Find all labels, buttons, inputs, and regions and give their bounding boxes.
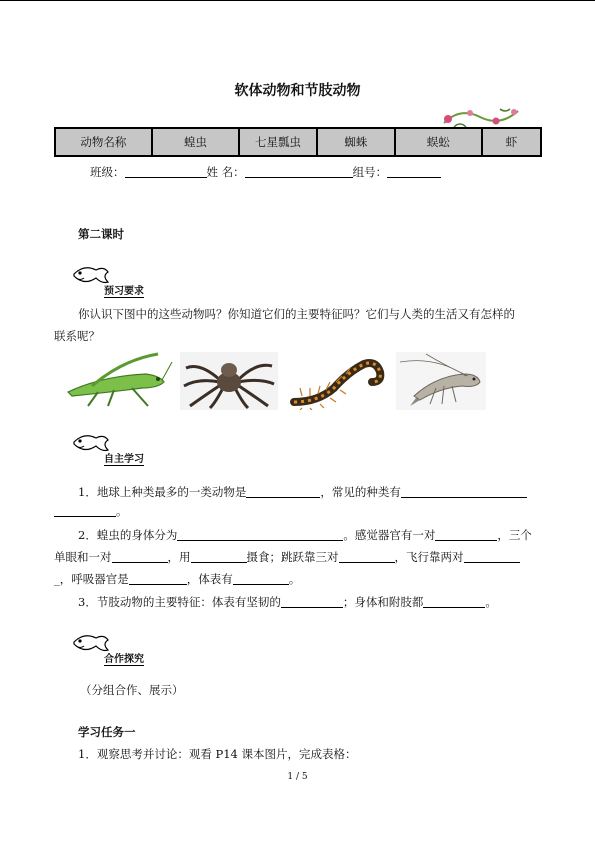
spider-image: [180, 352, 278, 410]
task-1-instruction: 1．观察思考并讨论：观看 P14 课本图片，完成表格：: [78, 747, 357, 761]
question-3-line: [78, 594, 497, 610]
question-1-line-1: [78, 484, 527, 500]
animal-table: [54, 127, 542, 157]
centipede-image: [288, 352, 388, 410]
self-study-section-title: 自主学习: [104, 450, 144, 466]
answer-blank[interactable]: [401, 485, 527, 498]
group-label: 组号：: [352, 165, 388, 179]
question-text: 。: [116, 504, 128, 518]
table-header-cell: 蝗虫: [152, 128, 239, 156]
question-1-line-2: [54, 503, 128, 519]
page-title: 软体动物和节肢动物: [234, 83, 361, 99]
question-text: ，飞行靠两对: [394, 550, 464, 564]
question-2-line-2: [54, 549, 520, 565]
question-2-line-3: [54, 571, 300, 587]
group-blank[interactable]: [387, 165, 441, 178]
answer-blank[interactable]: [246, 485, 320, 498]
question-text: 摄食；跳跃靠三对: [246, 550, 339, 564]
answer-blank[interactable]: [177, 528, 343, 541]
table-header-cell: 蜘蛛: [317, 128, 395, 156]
question-text: ，三个: [497, 528, 532, 542]
top-border-line: [0, 0, 595, 1]
answer-blank[interactable]: [339, 550, 395, 563]
cooperate-note: （分组合作、展示）: [80, 683, 184, 697]
name-blank[interactable]: [245, 165, 353, 178]
table-header-cell: 蜈蚣: [395, 128, 482, 156]
question-text: ，体表有: [186, 572, 233, 586]
preview-paragraph-line-2: 联系呢？: [54, 329, 100, 343]
table-header-cell: 动物名称: [55, 128, 152, 156]
cooperate-section-title: 合作探究: [104, 650, 144, 666]
preview-section-title: 预习要求: [104, 282, 144, 298]
answer-blank[interactable]: [281, 595, 343, 608]
answer-blank[interactable]: [129, 572, 187, 585]
question-text: 。: [288, 572, 301, 586]
answer-blank[interactable]: [423, 595, 485, 608]
name-label: 姓 名：: [206, 165, 245, 179]
question-text: ，常见的种类有: [320, 485, 401, 499]
question-text: ；身体和附肢都: [342, 595, 424, 609]
lesson-heading: 第二课时: [78, 227, 124, 241]
question-text: 1．地球上种类最多的一类动物是: [78, 485, 247, 499]
answer-blank[interactable]: [464, 550, 520, 563]
task-title: 学习任务一: [78, 725, 136, 739]
class-blank[interactable]: [125, 165, 207, 178]
cooperate-section-header: [70, 630, 150, 666]
question-2-line-1: [78, 527, 532, 543]
shrimp-image: [396, 352, 486, 410]
grasshopper-image: [62, 352, 174, 410]
question-text: 2．蝗虫的身体分为: [78, 528, 178, 542]
answer-blank[interactable]: [233, 572, 289, 585]
table-header-cell: 虾: [482, 128, 541, 156]
page-number: 1 / 5: [287, 772, 308, 782]
question-text: _，呼吸器官是: [54, 572, 129, 586]
question-text: 单眼和一对: [54, 550, 112, 564]
self-study-section-header: [70, 430, 150, 466]
class-label: 班级：: [90, 165, 125, 179]
preview-section-header: [70, 262, 150, 298]
answer-blank[interactable]: [112, 550, 168, 563]
table-header-cell: 七星瓢虫: [239, 128, 317, 156]
answer-blank[interactable]: [435, 528, 497, 541]
question-text: 。: [485, 595, 497, 609]
question-text: 3．节肢动物的主要特征：体表有坚韧的: [78, 595, 281, 609]
student-info-line: [90, 164, 441, 180]
question-text: 。感觉器官有一对: [343, 528, 436, 542]
preview-paragraph-line-1: 你认识下图中的这些动物吗？你知道它们的主要特征吗？它们与人类的生活又有怎样的: [78, 307, 515, 321]
table-row: [55, 128, 541, 156]
answer-blank[interactable]: [191, 550, 247, 563]
answer-blank[interactable]: [54, 504, 116, 517]
question-text: ，用: [167, 550, 191, 564]
